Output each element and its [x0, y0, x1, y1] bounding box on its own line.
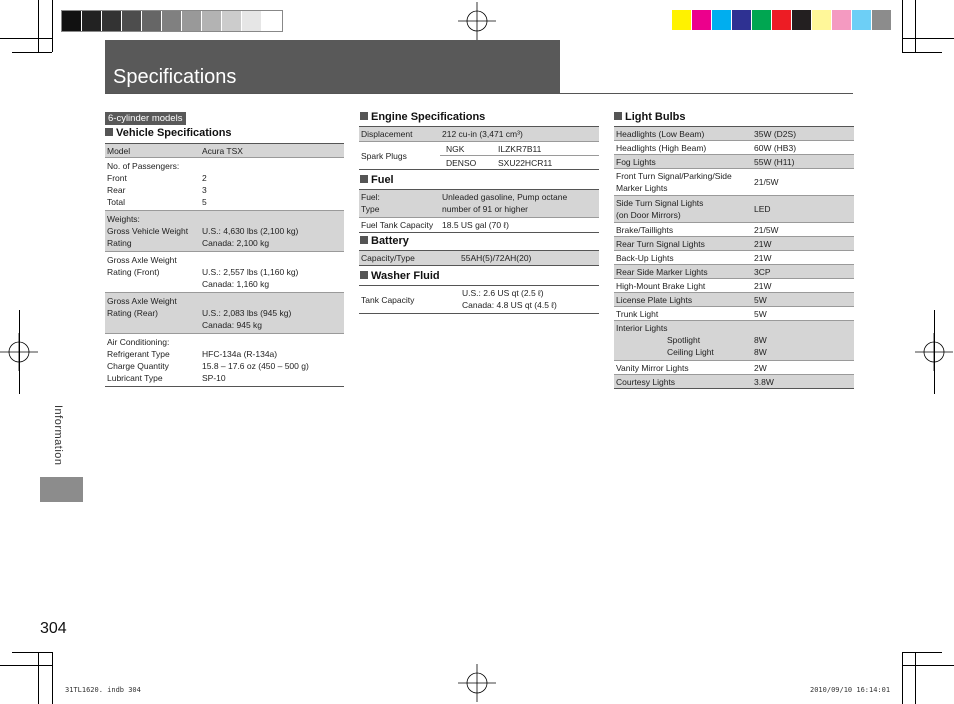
square-bullet-icon	[614, 112, 622, 120]
registration-mark-top	[458, 2, 496, 40]
square-bullet-icon	[360, 271, 368, 279]
table-row: Back-Up Lights 21W	[614, 251, 854, 265]
table-row: DENSO SXU22HCR11	[359, 156, 599, 170]
vehicle-spec-heading: Vehicle Specifications	[105, 127, 232, 139]
table-row: Courtesy Lights 3.8W	[614, 375, 854, 389]
washer-heading: Washer Fluid	[360, 270, 440, 282]
color-swatch	[692, 10, 712, 30]
color-swatch	[812, 10, 832, 30]
color-swatch	[712, 10, 732, 30]
register-line-left	[19, 310, 20, 394]
engine-spec-table	[359, 126, 599, 170]
table-row: Displacement 212 cu-in (3,471 cm³)	[359, 127, 599, 142]
square-bullet-icon	[360, 112, 368, 120]
table-row: Model Acura TSX	[105, 144, 344, 158]
color-swatch	[82, 11, 102, 31]
gray-swatch-bar	[61, 10, 283, 32]
table-row: Capacity/Type 55AH(5)/72AH(20)	[359, 251, 599, 266]
header-rule	[105, 93, 853, 94]
table-row: Spark Plugs NGK ILZKR7B11	[359, 142, 599, 156]
table-row: Fog Lights 55W (H11)	[614, 155, 854, 169]
models-tag: 6-cylinder models	[105, 112, 186, 125]
color-swatch	[262, 11, 282, 31]
table-row: Weights: Gross Vehicle Weight Rating U.S.: 4,630 lbs (2,100 kg) Canada: 2,100 kg	[105, 211, 344, 252]
table-row: Headlights (Low Beam) 35W (D2S)	[614, 127, 854, 141]
color-swatch	[752, 10, 772, 30]
color-swatch	[242, 11, 262, 31]
battery-heading: Battery	[360, 235, 409, 247]
table-row: Gross Axle Weight Rating (Rear) U.S.: 2,083 lbs (945 kg) Canada: 945 kg	[105, 293, 344, 334]
page-title: Specifications	[113, 66, 237, 88]
table-row: License Plate Lights 5W	[614, 293, 854, 307]
table-row: Front Turn Signal/Parking/Side Marker Lights 21/5W	[614, 169, 854, 196]
color-swatch	[222, 11, 242, 31]
fuel-heading: Fuel	[360, 174, 394, 186]
color-swatch	[732, 10, 752, 30]
battery-table	[359, 250, 599, 266]
table-row: Air Conditioning: Refrigerant Type Charge Quantity Lubricant Type HFC-134a (R-134a) 15.8 – 17.6 oz (450 – 500 g) SP-10	[105, 334, 344, 387]
registration-mark-bottom	[458, 664, 496, 702]
color-swatch	[672, 10, 692, 30]
color-swatch	[852, 10, 872, 30]
vehicle-spec-table	[105, 143, 344, 387]
footer-file: 31TL1620. indb 304	[65, 686, 141, 694]
square-bullet-icon	[105, 128, 113, 136]
section-label: Information	[52, 405, 64, 466]
color-swatch	[792, 10, 812, 30]
table-row: Brake/Taillights 21/5W	[614, 223, 854, 237]
engine-spec-heading: Engine Specifications	[360, 111, 485, 123]
color-swatch	[202, 11, 222, 31]
color-swatch	[122, 11, 142, 31]
table-row: No. of Passengers: Front Rear Total 2 3 5	[105, 158, 344, 211]
table-row: Fuel: Type Unleaded gasoline, Pump octane number of 91 or higher	[359, 190, 599, 218]
table-row: Interior Lights Spotlight Ceiling Light 8W 8W	[614, 321, 854, 361]
washer-table	[359, 285, 599, 314]
table-row: Rear Turn Signal Lights 21W	[614, 237, 854, 251]
table-row: Trunk Light 5W	[614, 307, 854, 321]
color-swatch	[772, 10, 792, 30]
table-row: Gross Axle Weight Rating (Front) U.S.: 2,557 lbs (1,160 kg) Canada: 1,160 kg	[105, 252, 344, 293]
color-swatch	[62, 11, 82, 31]
color-swatch	[102, 11, 122, 31]
color-swatch	[872, 10, 892, 30]
square-bullet-icon	[360, 236, 368, 244]
footer-timestamp: 2010/09/10 16:14:01	[810, 686, 891, 694]
color-swatch	[162, 11, 182, 31]
light-bulbs-heading: Light Bulbs	[614, 111, 686, 123]
page-number: 304	[40, 620, 67, 637]
light-bulbs-table	[614, 126, 854, 389]
table-row: Vanity Mirror Lights 2W	[614, 361, 854, 375]
color-swatch	[182, 11, 202, 31]
square-bullet-icon	[360, 175, 368, 183]
table-row: Side Turn Signal Lights (on Door Mirrors) LED	[614, 196, 854, 223]
table-row: High-Mount Brake Light 21W	[614, 279, 854, 293]
table-row: Tank Capacity U.S.: 2.6 US qt (2.5 ℓ) Canada: 4.8 US qt (4.5 ℓ)	[359, 286, 599, 314]
table-row: Rear Side Marker Lights 3CP	[614, 265, 854, 279]
table-row: Headlights (High Beam) 60W (HB3)	[614, 141, 854, 155]
color-swatch	[832, 10, 852, 30]
fuel-table	[359, 189, 599, 233]
section-tab	[40, 477, 83, 502]
color-swatch	[142, 11, 162, 31]
color-swatch-bar	[672, 10, 892, 30]
register-line-right	[934, 310, 935, 394]
table-row: Fuel Tank Capacity 18.5 US gal (70 ℓ)	[359, 218, 599, 233]
